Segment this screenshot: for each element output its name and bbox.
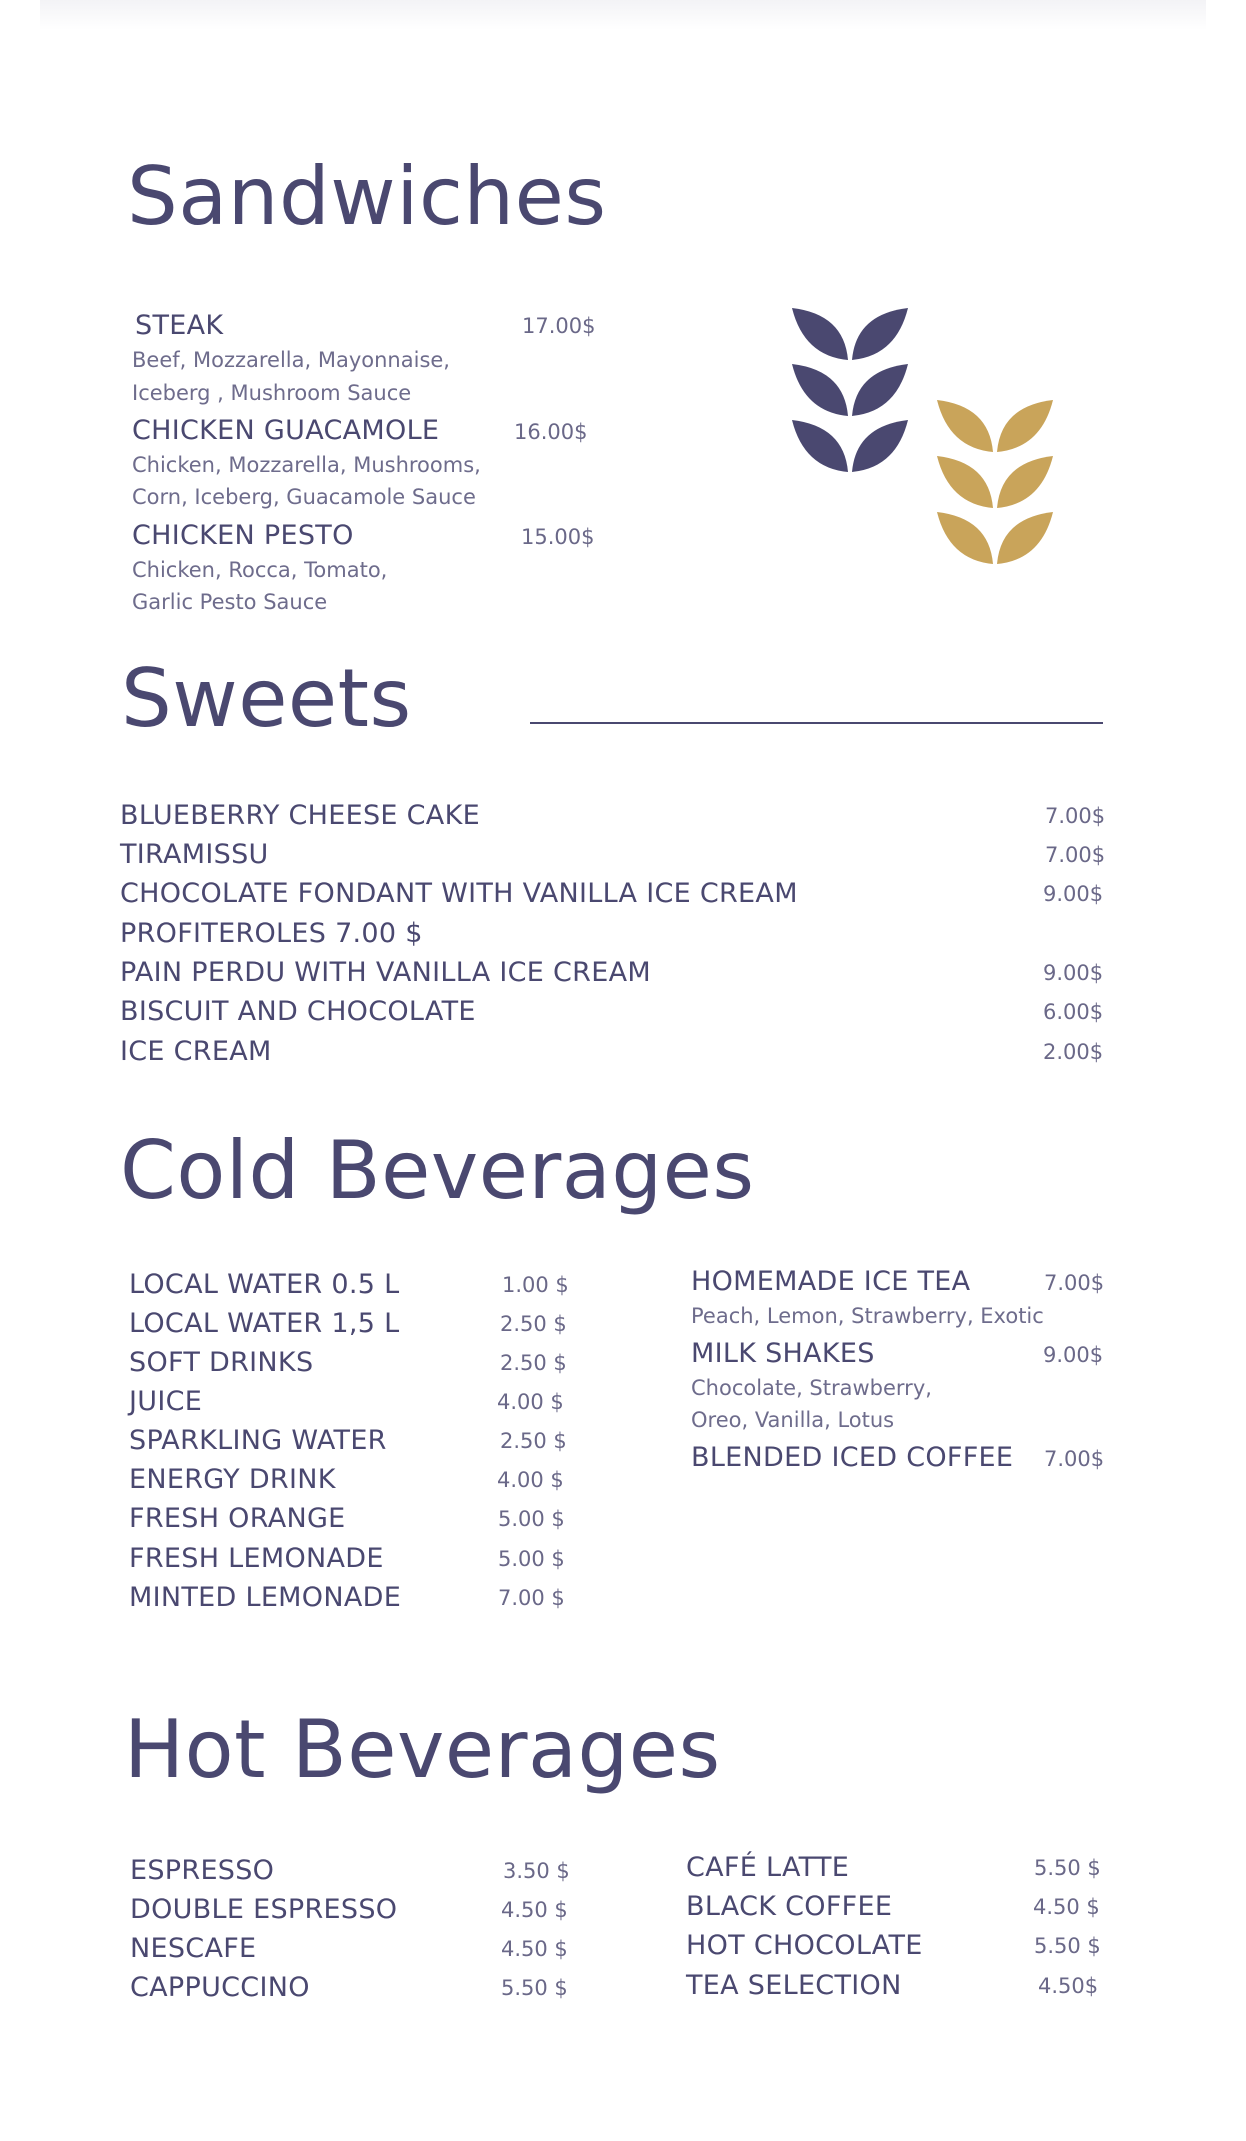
menu-item-description: Iceberg , Mushroom Sauce	[132, 381, 412, 405]
menu-item-name: CHICKEN PESTO	[132, 520, 354, 551]
menu-item-name: CHICKEN GUACAMOLE	[132, 415, 440, 446]
menu-item-name: STEAK	[135, 310, 224, 341]
menu-item-price: 1.00 $	[502, 1273, 569, 1297]
menu-item-price: 2.50 $	[500, 1429, 567, 1453]
menu-item-price: 15.00$	[521, 525, 595, 549]
menu-item-name: FRESH LEMONADE	[129, 1543, 384, 1574]
menu-item-name: MINTED LEMONADE	[129, 1582, 402, 1613]
menu-item-name: ENERGY DRINK	[129, 1464, 336, 1495]
menu-item-name: SPARKLING WATER	[129, 1425, 387, 1456]
menu-item-name: PAIN PERDU WITH VANILLA ICE CREAM	[120, 957, 651, 988]
menu-item-name: TIRAMISSU	[120, 839, 269, 870]
menu-item-name: ESPRESSO	[130, 1855, 275, 1886]
menu-item-name: BLENDED ICED COFFEE	[691, 1442, 1014, 1473]
menu-item-price: 9.00$	[1043, 961, 1104, 985]
menu-item-name: HOMEMADE ICE TEA	[691, 1266, 971, 1297]
menu-item-name: LOCAL WATER 1,5 L	[129, 1308, 400, 1339]
menu-item-description: Chicken, Mozzarella, Mushrooms,	[132, 453, 481, 477]
menu-item-price: 4.50 $	[1033, 1895, 1100, 1919]
menu-item-name: FRESH ORANGE	[129, 1503, 346, 1534]
menu-item-name: NESCAFE	[130, 1933, 257, 1964]
menu-item-price: 17.00$	[522, 314, 596, 338]
menu-item-name: CAFÉ LATTE	[686, 1852, 850, 1883]
menu-item-price: 4.00 $	[497, 1468, 564, 1492]
menu-item-price: 4.00 $	[497, 1390, 564, 1414]
section-title-sweets: Sweets	[121, 652, 412, 745]
wheat-icon	[780, 300, 1100, 590]
menu-item-description: Peach, Lemon, Strawberry, Exotic	[691, 1304, 1044, 1328]
menu-item-name: BISCUIT AND CHOCOLATE	[120, 996, 476, 1027]
menu-item-price: 7.00$	[1045, 804, 1106, 828]
menu-item-price: 5.00 $	[498, 1507, 565, 1531]
menu-item-name: CHOCOLATE FONDANT WITH VANILLA ICE CREAM	[120, 878, 798, 909]
menu-item-price: 5.50 $	[501, 1976, 568, 2000]
menu-item-name: CAPPUCCINO	[130, 1972, 310, 2003]
menu-item-price: 2.50 $	[500, 1351, 567, 1375]
menu-item-price: 5.50 $	[1034, 1934, 1101, 1958]
menu-item-name: SOFT DRINKS	[129, 1347, 314, 1378]
menu-item-price: 9.00$	[1043, 1343, 1104, 1367]
section-title-hot-beverages: Hot Beverages	[124, 1703, 721, 1796]
divider-line	[530, 722, 1103, 724]
menu-item-description: Corn, Iceberg, Guacamole Sauce	[132, 485, 476, 509]
menu-item-description: Beef, Mozzarella, Mayonnaise,	[132, 348, 450, 372]
menu-item-price: 7.00$	[1044, 1271, 1105, 1295]
menu-item-name: LOCAL WATER 0.5 L	[129, 1269, 400, 1300]
menu-item-price: 5.00 $	[498, 1547, 565, 1571]
menu-item-description: Chicken, Rocca, Tomato,	[132, 558, 388, 582]
menu-item-name: PROFITEROLES 7.00 $	[120, 918, 423, 949]
menu-item-price: 6.00$	[1043, 1000, 1104, 1024]
menu-item-price: 9.00$	[1043, 882, 1104, 906]
menu-item-name: BLUEBERRY CHEESE CAKE	[120, 800, 480, 831]
menu-item-price: 4.50$	[1038, 1974, 1099, 1998]
menu-item-description: Chocolate, Strawberry,	[691, 1376, 932, 1400]
menu-item-name: DOUBLE ESPRESSO	[130, 1894, 398, 1925]
menu-item-price: 16.00$	[514, 420, 588, 444]
menu-item-name: HOT CHOCOLATE	[686, 1930, 923, 1961]
menu-item-price: 7.00 $	[498, 1586, 565, 1610]
menu-item-price: 7.00$	[1045, 843, 1106, 867]
menu-item-name: BLACK COFFEE	[686, 1891, 893, 1922]
menu-item-name: JUICE	[129, 1386, 203, 1417]
menu-item-name: TEA SELECTION	[686, 1970, 902, 2001]
menu-item-price: 7.00$	[1044, 1447, 1105, 1471]
top-shade	[40, 0, 1206, 30]
menu-item-name: MILK SHAKES	[691, 1338, 875, 1369]
menu-item-price: 2.00$	[1043, 1040, 1104, 1064]
menu-item-price: 3.50 $	[503, 1859, 570, 1883]
menu-item-price: 4.50 $	[501, 1937, 568, 1961]
menu-item-price: 2.50 $	[500, 1312, 567, 1336]
menu-item-name: ICE CREAM	[120, 1036, 272, 1067]
section-title-cold-beverages: Cold Beverages	[120, 1124, 755, 1217]
menu-item-price: 5.50 $	[1034, 1856, 1101, 1880]
menu-item-description: Garlic Pesto Sauce	[132, 590, 328, 614]
section-title-sandwiches: Sandwiches	[127, 150, 607, 243]
menu-item-description: Oreo, Vanilla, Lotus	[691, 1408, 895, 1432]
menu-item-price: 4.50 $	[501, 1898, 568, 1922]
